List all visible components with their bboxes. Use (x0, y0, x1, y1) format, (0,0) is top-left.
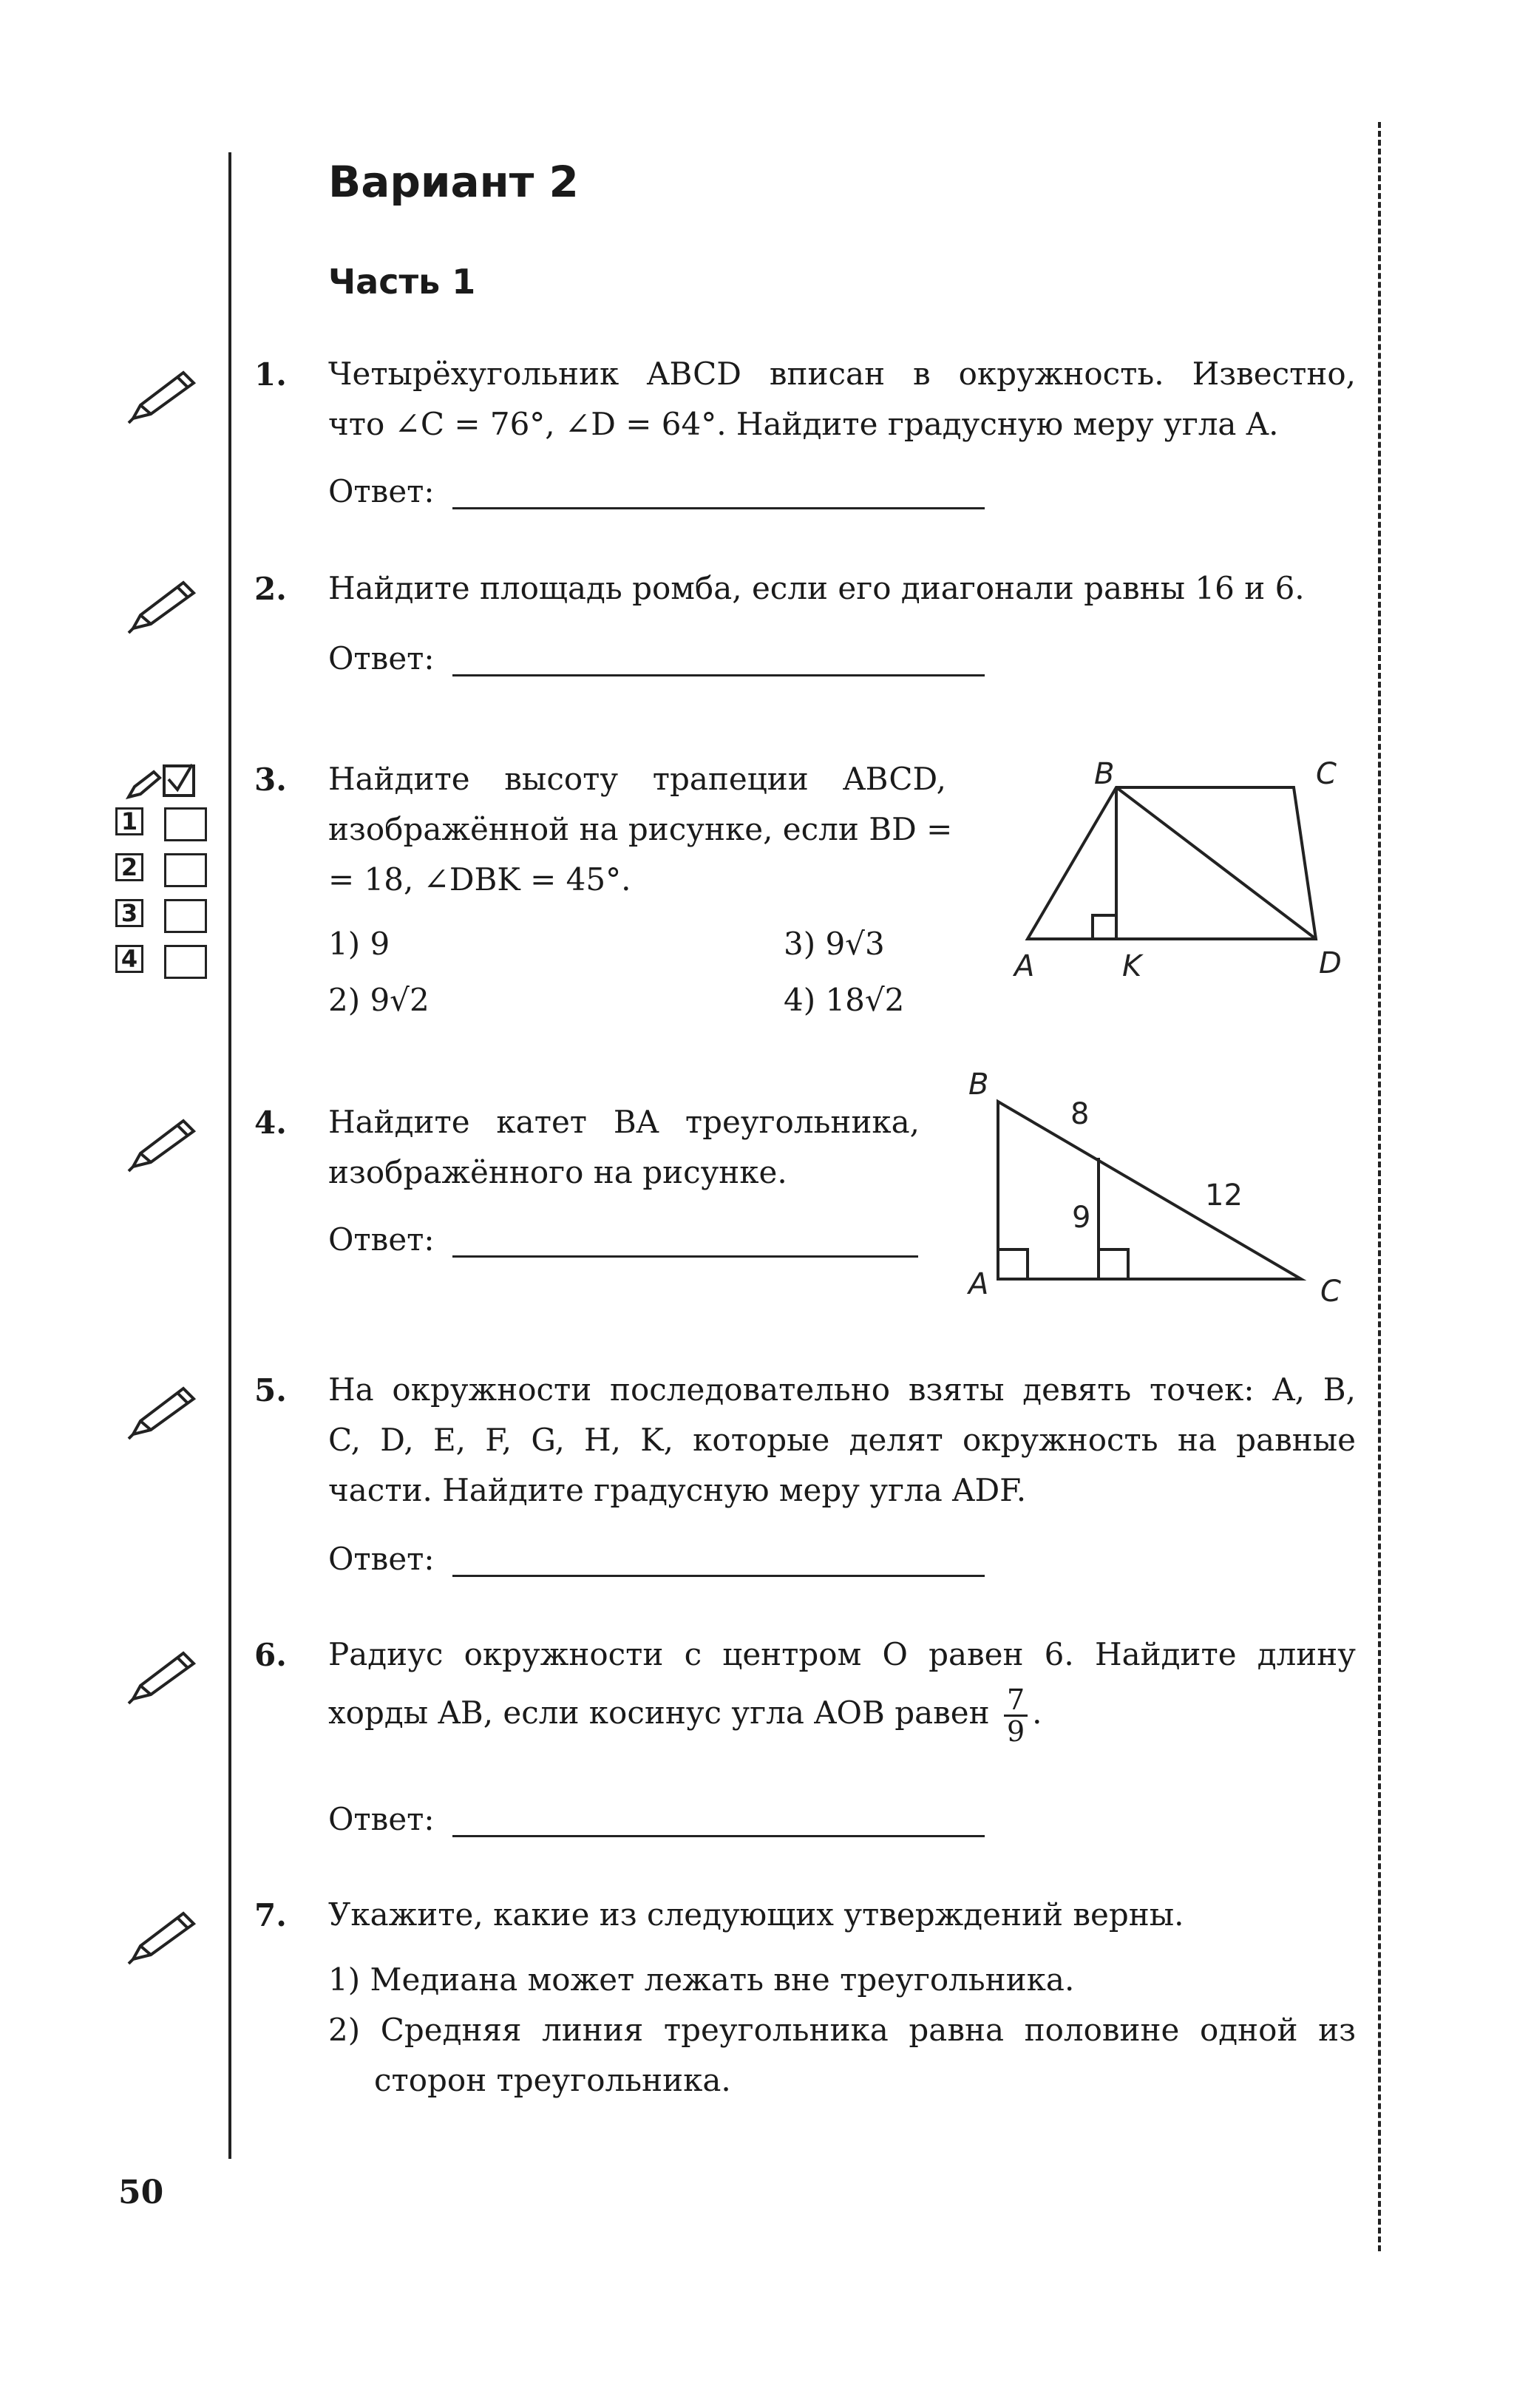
part-heading: Часть 1 (328, 262, 476, 302)
answer-box-number: 2 (115, 853, 143, 881)
pencil-icon (126, 367, 200, 426)
page-number: 50 (118, 2174, 164, 2211)
answer-field[interactable] (452, 1230, 918, 1258)
answer-row (328, 1221, 918, 1258)
question-number: 3. (254, 762, 287, 798)
vertex-label: C (1320, 1275, 1341, 1309)
question-number: 1. (254, 356, 287, 393)
question-text: Радиус окружности с центром O равен 6. Найдите длину (328, 1636, 1356, 1672)
answer-row (328, 1801, 985, 1837)
question-number: 6. (254, 1637, 287, 1673)
question-text: Четырёхугольник ABCD вписан в окружность. Известно, (328, 356, 1356, 392)
statement-item: 1) Медиана может лежать вне треугольника. (328, 1961, 1075, 1998)
question-text: изображённой на рисунке, если BD = (328, 811, 953, 847)
question-number: 7. (254, 1897, 287, 1933)
question-text: изображённого на рисунке. (328, 1154, 787, 1190)
cut-line (1378, 122, 1381, 2251)
answer-label: Ответ: (328, 640, 435, 676)
option[interactable]: 4) 18√2 (784, 982, 905, 1018)
answer-box[interactable] (164, 945, 207, 979)
fraction-numerator: 7 (1004, 1685, 1028, 1717)
segment-label: 9 (1072, 1201, 1091, 1235)
fraction (1004, 1685, 1028, 1746)
question-text-part: . (1032, 1695, 1042, 1731)
question-text: На окружности последовательно взяты девять точек: A, B, (328, 1371, 1356, 1408)
question-text (328, 1680, 1363, 1746)
vertex-label: C (1316, 757, 1337, 791)
answer-label: Ответ: (328, 1221, 435, 1258)
pencil-icon (126, 1647, 200, 1706)
vertex-label: A (968, 1267, 989, 1301)
pencil-icon (126, 1115, 200, 1174)
answer-box-number: 4 (115, 945, 143, 973)
answer-box[interactable] (164, 807, 207, 841)
vertex-label: D (1319, 946, 1342, 980)
segment-label: 8 (1070, 1097, 1090, 1131)
checkmark-icon (124, 762, 198, 803)
answer-label: Ответ: (328, 473, 435, 509)
vertex-label: B (1094, 757, 1115, 791)
pencil-icon (126, 1383, 200, 1442)
question-text: Укажите, какие из следующих утверждений верны. (328, 1896, 1184, 1933)
answer-box-number: 1 (115, 807, 143, 835)
segment-label: 12 (1205, 1178, 1243, 1213)
answer-label: Ответ: (328, 1541, 435, 1577)
answer-box[interactable] (164, 899, 207, 933)
question-number: 5. (254, 1372, 287, 1408)
vertex-label: B (968, 1068, 989, 1102)
pencil-icon (126, 577, 200, 636)
question-text: части. Найдите градусную меру угла ADF. (328, 1472, 1027, 1508)
trapezoid-figure (1013, 754, 1368, 991)
question-text: Найдите площадь ромба, если его диагонали равны 16 и 6. (328, 570, 1305, 606)
option[interactable]: 1) 9 (328, 926, 390, 962)
question-text: = 18, ∠DBK = 45°. (328, 861, 631, 898)
question-text: Найдите катет BA треугольника, (328, 1104, 920, 1140)
answer-field[interactable] (452, 1810, 985, 1837)
answer-label: Ответ: (328, 1801, 435, 1837)
vertex-label: K (1122, 949, 1142, 983)
right-triangle-figure (961, 1065, 1360, 1316)
question-text: Найдите высоту трапеции ABCD, (328, 761, 946, 797)
question-number: 4. (254, 1105, 287, 1141)
question-number: 2. (254, 571, 287, 607)
pencil-icon (126, 1907, 200, 1967)
answer-row (328, 1541, 985, 1577)
statement-item: 2) Средняя линия треугольника равна половине одной из (328, 2012, 1356, 2048)
option[interactable]: 2) 9√2 (328, 982, 430, 1018)
answer-row (328, 640, 985, 676)
answer-row (328, 473, 985, 509)
question-text-part: хорды AB, если косинус угла AOB равен (328, 1695, 990, 1731)
option[interactable]: 3) 9√3 (784, 926, 885, 962)
margin-rule (228, 152, 231, 2159)
question-text: что ∠C = 76°, ∠D = 64°. Найдите градусную меру угла A. (328, 406, 1279, 442)
vertex-label: A (1014, 949, 1035, 983)
answer-field[interactable] (452, 482, 985, 509)
answer-field[interactable] (452, 649, 985, 676)
answer-box[interactable] (164, 853, 207, 887)
answer-box-number: 3 (115, 899, 143, 927)
statement-item: сторон треугольника. (374, 2062, 731, 2098)
page-title: Вариант 2 (328, 157, 579, 207)
question-text: C, D, E, F, G, H, K, которые делят окружность на равные (328, 1422, 1356, 1458)
fraction-denominator: 9 (1006, 1715, 1025, 1748)
answer-field[interactable] (452, 1550, 985, 1577)
